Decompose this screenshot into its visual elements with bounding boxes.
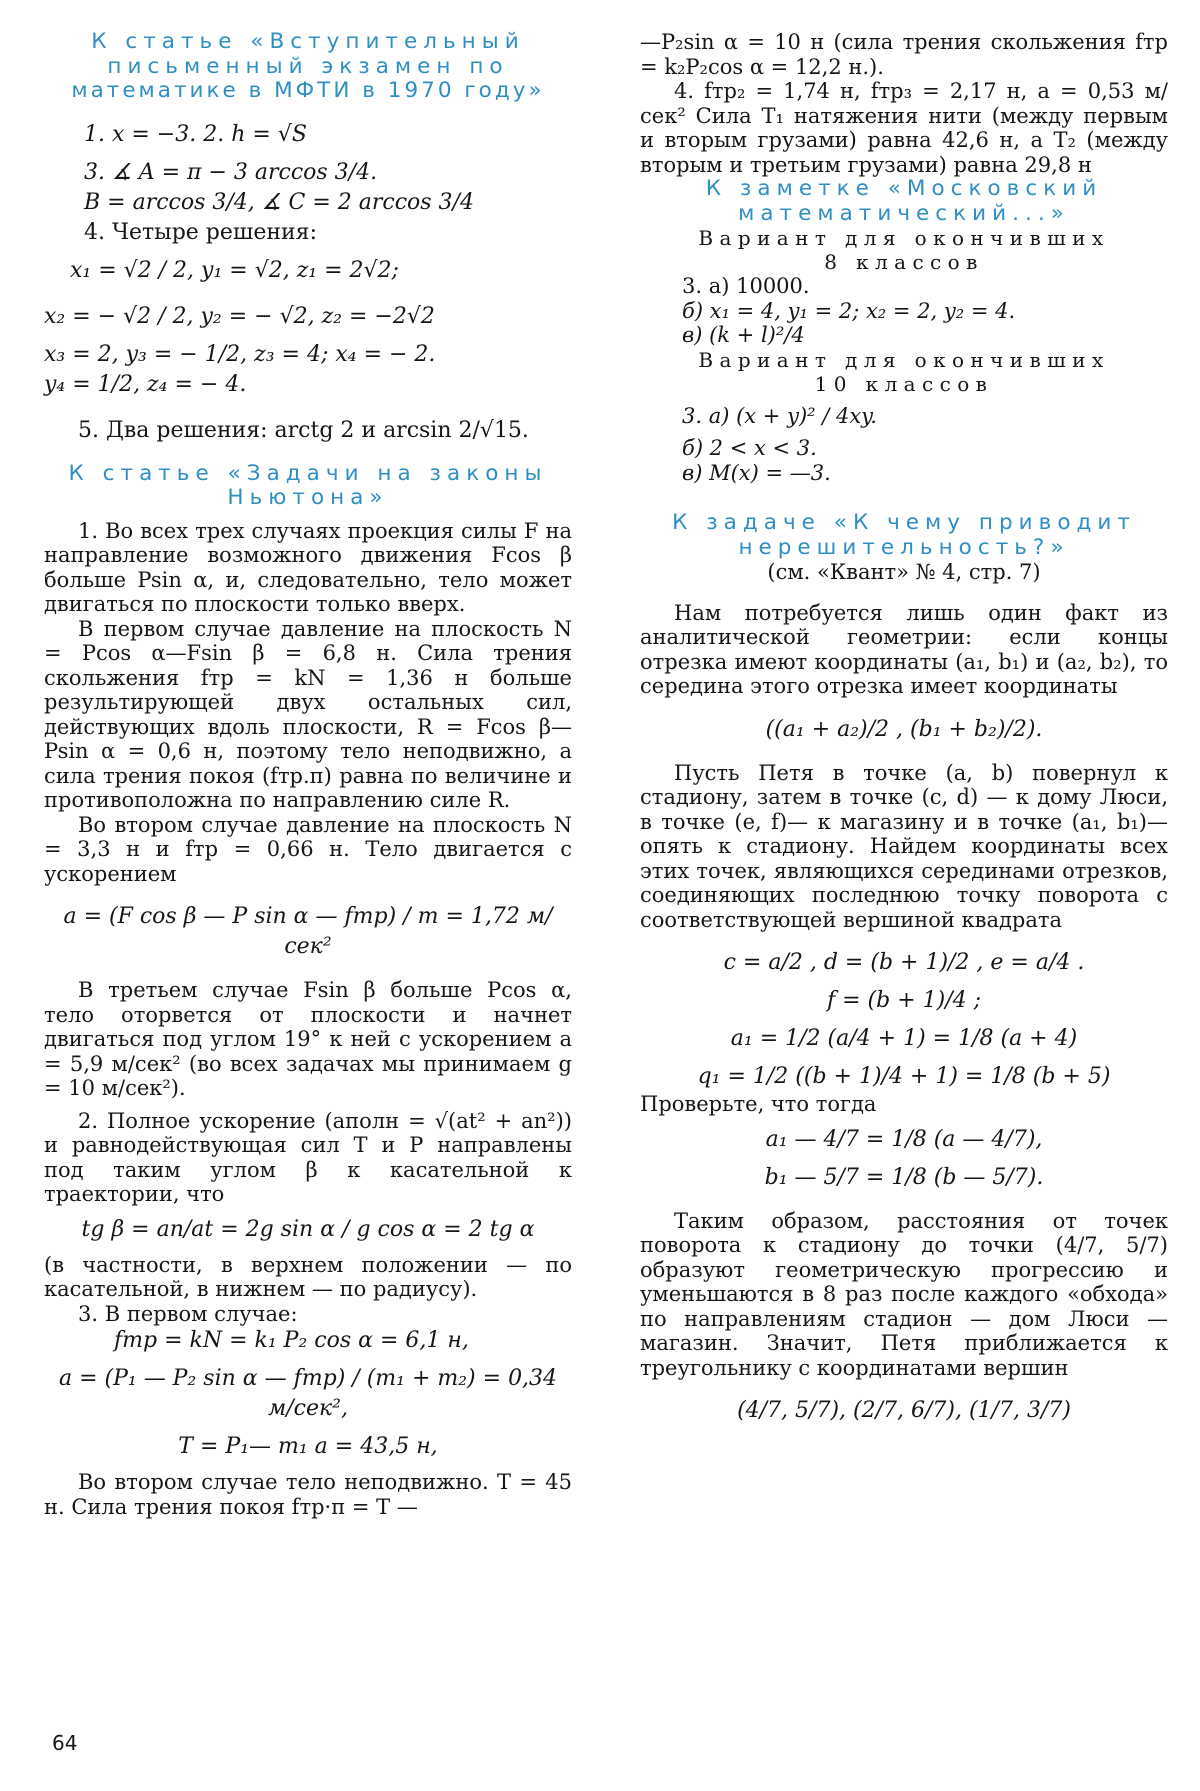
- variant-8-heading: [640, 226, 1168, 274]
- heading-line: 10 классов: [814, 371, 994, 396]
- section-heading-indecision: [640, 511, 1168, 560]
- paragraph: Во втором случае давление на плоскость N = 3,3 н и fтр = 0,66 н. Тело двигается с ускорением: [44, 812, 572, 886]
- heading-line: К задаче «К чему приводит: [672, 510, 1136, 535]
- formula-tension: T = P₁— m₁ a = 43,5 н,: [178, 1434, 438, 1459]
- paragraph: Во втором случае тело неподвижно. T = 45 н. Сила трения покоя fтр·п = T —: [44, 1470, 572, 1519]
- formula-tg-beta: tg β = an/at = 2g sin α / g cos α = 2 tg α: [81, 1216, 535, 1242]
- answer-4-intro: 4. Четыре решения:: [84, 219, 317, 245]
- paragraph: В первом случае давление на плоскость N = Pcos α—Fsin β = 6,8 н. Сила трения скольжения fтр = kN = 1,36 н больше результирующей двух остальных сил, действующих вдоль плоскости, R = Fcos β—Psin α = 0,6 н, поэтому тело неподвижно, а сила трения покоя (fтр.п) равна по величине и противоположна по направлению силе R.: [44, 616, 572, 812]
- heading-line: Ньютона»: [227, 485, 389, 510]
- variant-10-answer-c: в) M(x) = —3.: [682, 460, 831, 485]
- variant-8-answer-a: 3. а) 10000.: [682, 274, 810, 298]
- formula-q1: q₁ = 1/2 ((b + 1)/4 + 1) = 1/8 (b + 5): [697, 1064, 1111, 1089]
- paragraph: Проверьте, что тогда: [640, 1092, 877, 1116]
- heading-line: К статье «Задачи на законы: [68, 460, 548, 486]
- formula-f: f = (b + 1)/4 ;: [826, 988, 982, 1013]
- answer-5: 5. Два решения: arctg 2 и arcsin 2/√15.: [78, 417, 529, 443]
- heading-line: нерешительность?»: [738, 534, 1070, 560]
- variant-10-heading: [640, 348, 1168, 396]
- section-heading-mfti-exam: [44, 30, 572, 104]
- formula-acceleration: a = (F cos β — P sin α — fтр) / m = 1,72 м/сек²: [63, 904, 553, 959]
- answer-4-solution-4: y₄ = 1/2, z₄ = − 4.: [44, 371, 247, 397]
- section-heading-moscow: [640, 177, 1168, 226]
- paragraph: Пусть Петя в точке (a, b) повернул к стадиону, затем в точке (c, d) — к дому Люси, в точке (e, f)— к магазину и в точке (a₁, b₁)— опять к стадиону. Найдем координаты всех этих точек, являющихся серединами отрезков, соединяющих последнюю точку поворота с соответствующей вершиной квадрата: [640, 760, 1168, 932]
- answer-4-solution-1: x₁ = √2 / 2, y₁ = √2, z₁ = 2√2;: [70, 257, 399, 283]
- formula-a1-check: a₁ — 4/7 = 1/8 (a — 4/7),: [765, 1126, 1043, 1152]
- reference-note: (см. «Квант» № 4, стр. 7): [767, 560, 1041, 584]
- heading-line: К статье «Вступительный: [91, 29, 525, 54]
- paragraph: Таким образом, расстояния от точек поворота к стадиону до точки (4/7, 5/7) образуют геометрическую прогрессию и уменьшаются в 8 раз после каждого «обхода» по направлениям стадион — дом Люси — магазин. Значит, Петя приближается к треугольнику с координатами вершин: [640, 1208, 1168, 1380]
- answer-3-line1: 3. ∡ A = π − 3 arccos 3/4.: [84, 159, 378, 185]
- section-heading-newton: [44, 462, 572, 511]
- variant-10-answer-a: 3. а) (x + y)² / 4xy.: [682, 403, 877, 428]
- heading-line: математике в МФТИ в 1970 году»: [71, 78, 545, 103]
- paragraph: 3. В первом случае:: [78, 1301, 298, 1326]
- heading-line: письменный экзамен по: [107, 53, 509, 79]
- page-number: 64: [52, 1731, 78, 1755]
- formula-b1-check: b₁ — 5/7 = 1/8 (b — 5/7).: [764, 1164, 1044, 1190]
- paragraph: Нам потребуется лишь один факт из аналитической геометрии: если концы отрезка имеют координаты (a₁, b₁) и (a₂, b₂), то середина этого отрезка имеет координаты: [640, 600, 1168, 698]
- left-column: [44, 30, 572, 1519]
- answer-1-2: 1. x = −3. 2. h = √S: [84, 121, 307, 147]
- formula-cde: c = a/2 , d = (b + 1)/2 , e = a/4 .: [723, 950, 1085, 975]
- formula-acceleration-2: a = (P₁ — P₂ sin α — fтр) / (m₁ + m₂) = 0,34 м/сек²,: [58, 1366, 558, 1421]
- heading-line: Вариант для окончивших: [698, 347, 1110, 372]
- answer-3-line2: B = arccos 3/4, ∡ C = 2 arccos 3/4: [84, 189, 474, 215]
- paragraph: 1. Во всех трех случаях проекция силы F на направление возможного движения Fcos β больше Psin α, и, следовательно, тело может двигаться по плоскости только вверх.: [44, 518, 572, 616]
- answer-4-solution-2: x₂ = − √2 / 2, y₂ = − √2, z₂ = −2√2: [44, 303, 435, 329]
- formula-midpoint: ((a₁ + a₂)/2 , (b₁ + b₂)/2).: [765, 716, 1043, 742]
- answer-4-solution-3: x₃ = 2, y₃ = − 1/2, z₃ = 4; x₄ = − 2.: [44, 341, 436, 367]
- formula-friction: fтр = kN = k₁ P₂ cos α = 6,1 н,: [114, 1328, 469, 1353]
- paragraph: —P₂sin α = 10 н (сила трения скольжения fтр = k₂P₂cos α = 12,2 н.).: [640, 30, 1168, 79]
- paragraph: 2. Полное ускорение (aполн = √(at² + an²)) и равнодействующая сил T и P направлены под таким углом β к касательной к траектории, что: [44, 1108, 572, 1206]
- variant-10-answer-b: б) 2 < x < 3.: [682, 436, 817, 460]
- heading-line: математический...»: [738, 200, 1070, 226]
- heading-line: Вариант для окончивших: [698, 226, 1110, 250]
- variant-8-answer-b: б) x₁ = 4, y₁ = 2; x₂ = 2, y₂ = 4.: [682, 298, 1016, 323]
- paragraph: 4. fтр₂ = 1,74 н, fтр₃ = 2,17 н, a = 0,53 м/сек² Сила T₁ натяжения нити (между первым и вторым грузами) равна 42,6 н, а T₂ (между вторым и третьим грузами) равна 29,8 н: [640, 79, 1168, 177]
- variant-8-answer-c: в) (k + l)²/4: [682, 323, 805, 347]
- paragraph: (в частности, в верхнем положении — по касательной, в нижнем — по радиусу).: [44, 1252, 572, 1301]
- formula-a1: a₁ = 1/2 (a/4 + 1) = 1/8 (a + 4): [730, 1026, 1078, 1051]
- formula-triangle-vertices: (4/7, 5/7), (2/7, 6/7), (1/7, 3/7): [737, 1398, 1071, 1423]
- heading-line: К заметке «Московский: [705, 176, 1103, 201]
- heading-line: 8 классов: [824, 250, 984, 274]
- paragraph: В третьем случае Fsin β больше Pcos α, тело оторвется от плоскости и начнет двигаться под углом 19° к ней с ускорением a = 5,9 м/сек² (во всех задачах мы принимаем g = 10 м/сек²).: [44, 978, 572, 1100]
- right-column: [640, 30, 1168, 1426]
